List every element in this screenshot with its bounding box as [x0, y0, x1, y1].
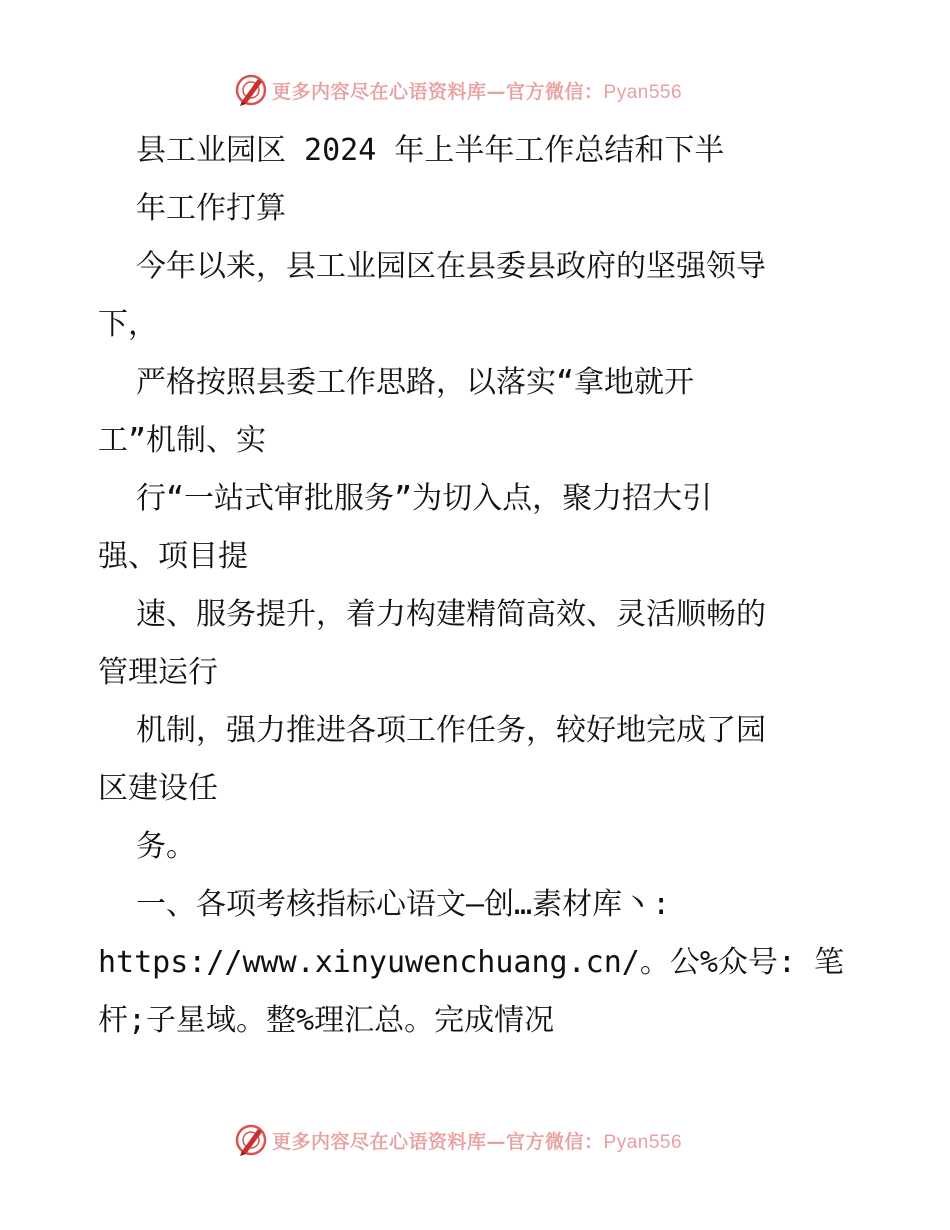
text-line: 机制，强力推进各项工作任务，较好地完成了园	[136, 713, 766, 748]
text-line: 强、项目提	[98, 539, 248, 574]
text-line: 速、服务提升，着力构建精简高效、灵活顺畅的	[136, 597, 766, 632]
document-body	[98, 122, 858, 1050]
text-line: 一、各项考核指标心语文—创…素材库丶:	[136, 887, 671, 922]
text-line: 年工作打算	[136, 191, 286, 226]
text-line: 区建设任	[98, 771, 218, 806]
text-line: https://www.xinyuwenchuang.cn/。公%众号: 笔	[98, 945, 845, 980]
text-line: 务。	[136, 829, 196, 864]
banner-text: 更多内容尽在心语资料库—官方微信：Pyan556	[272, 80, 683, 103]
wechat-id: Pyan556	[603, 81, 683, 103]
text-line: 今年以来，县工业园区在县委县政府的坚强领导	[136, 249, 766, 284]
text-line: 工”机制、实	[98, 423, 267, 458]
pen-logo-icon	[234, 1123, 268, 1157]
text-line: 杆;子星域。整%理汇总。完成情况	[98, 1003, 555, 1038]
text-line: 严格按照县委工作思路，以落实“拿地就开	[136, 365, 695, 400]
banner-text: 更多内容尽在心语资料库—官方微信：Pyan556	[272, 1130, 683, 1153]
footer-banner	[234, 1120, 714, 1160]
text-line: 行“一站式审批服务”为切入点，聚力招大引	[136, 481, 713, 516]
text-line: 管理运行	[98, 655, 218, 690]
wechat-id: Pyan556	[603, 1131, 683, 1153]
header-banner	[234, 70, 714, 110]
pen-logo-icon	[234, 73, 268, 107]
text-line: 下，	[98, 307, 158, 342]
text-line: 县工业园区 2024 年上半年工作总结和下半	[136, 133, 725, 168]
